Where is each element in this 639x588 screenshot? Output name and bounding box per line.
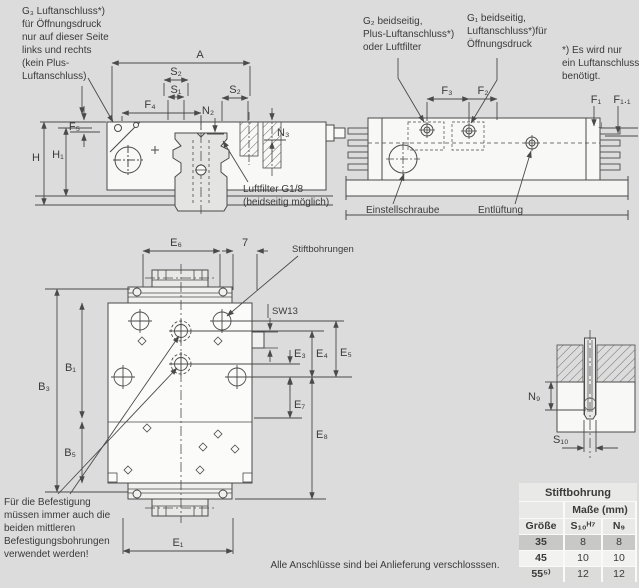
note-line: Öffnungsdruck xyxy=(467,39,532,50)
note-line: Einstellschraube xyxy=(366,205,440,216)
dim-label-e1: E₁ xyxy=(172,537,184,549)
plan-view-drawing xyxy=(108,264,278,523)
dim-label-a: A xyxy=(196,49,204,61)
table-title: Stiftbohrung xyxy=(519,483,637,501)
note-befestigung xyxy=(4,496,110,561)
dim-label-f1-1: F₁.₁ xyxy=(613,94,631,106)
table-cell-s10: 10 xyxy=(565,551,601,566)
note-line: müssen immer auch die xyxy=(4,510,111,521)
dim-label-h: H xyxy=(32,152,40,164)
dim-label-sw13: SW13 xyxy=(272,306,298,317)
dim-label-s2b: S₂ xyxy=(229,84,241,96)
dim-label-n9: N₉ xyxy=(528,391,541,403)
note-line: links und rechts xyxy=(22,45,92,56)
note-delivery: Alle Anschlüsse sind bei Anlieferung verschlosssen. xyxy=(270,560,500,571)
label-entlueftung xyxy=(478,204,523,217)
label-stiftbohrungen: Stiftbohrungen xyxy=(292,244,354,255)
dim-label-e6: E₆ xyxy=(170,237,182,249)
table-row xyxy=(519,551,637,566)
label-einstellschraube xyxy=(366,204,439,217)
note-line: Luftfilter G1/8 xyxy=(243,184,304,195)
note-line: oder Luftfilter xyxy=(363,42,422,53)
table-col-s10: S₁₀ᴴ⁷ xyxy=(565,519,601,534)
note-line: Luftanschluss*)für xyxy=(467,26,548,37)
note-line: benötigt. xyxy=(562,71,601,82)
note-line: verwendet werden! xyxy=(4,549,89,560)
table-row xyxy=(519,567,637,582)
table-subtitle: Maße (mm) xyxy=(565,502,635,518)
dim-label-h1: H₁ xyxy=(52,149,64,161)
note-line: für Öffnungsdruck xyxy=(22,19,102,30)
dim-label-b1: B₁ xyxy=(64,362,76,374)
note-line: (kein Plus- xyxy=(22,58,70,69)
table-col-groesse: Größe xyxy=(519,519,563,534)
note-line: G₂ beidseitig, xyxy=(363,16,423,27)
dim-label-e4: E₄ xyxy=(316,348,328,360)
dim-label-f3: F₃ xyxy=(441,85,453,97)
note-line: ein Luftanschluss xyxy=(562,58,639,69)
dim-label-f2: F₂ xyxy=(477,85,489,97)
note-line: *) Es wird nur xyxy=(562,45,623,56)
dim-label-f1: F₁ xyxy=(590,94,602,106)
dim-label-b5: B₅ xyxy=(64,447,76,459)
note-luftfilter xyxy=(243,183,329,209)
note-line: G₃ Luftanschluss*) xyxy=(22,6,105,17)
dim-label-f4: F₄ xyxy=(144,99,156,111)
note-g1-air-connection xyxy=(467,12,547,51)
dim-label-n2: N₂ xyxy=(201,105,215,117)
dim-label-b3: B₃ xyxy=(38,381,50,393)
dim-label-e7: E₇ xyxy=(294,399,306,411)
stiftbohrung-table xyxy=(519,483,637,582)
table-blank-cell xyxy=(519,502,563,518)
dim-label-s1: S₁ xyxy=(170,84,182,96)
table-cell-s10: 8 xyxy=(565,535,601,550)
note-g3-air-connection xyxy=(22,5,109,83)
note-footnote-star xyxy=(562,44,639,83)
note-g2-air-connection xyxy=(363,15,454,54)
dim-label-7: 7 xyxy=(241,237,249,249)
table-row xyxy=(519,535,637,550)
table-cell-size: 55⁵⁾ xyxy=(519,567,563,582)
note-line: Befestigungsbohrungen xyxy=(4,536,110,547)
table-cell-n9: 12 xyxy=(603,567,635,582)
dim-label-e5: E₅ xyxy=(340,347,352,359)
perpendicularity-symbol: ⊥ xyxy=(598,121,605,130)
dim-label-e8: E₈ xyxy=(316,429,328,441)
table-cell-size: 45 xyxy=(519,551,563,566)
table-col-n9: N₉ xyxy=(603,519,635,534)
note-line: Plus-Luftanschluss*) xyxy=(363,29,455,40)
table-cell-n9: 8 xyxy=(603,535,635,550)
dim-label-f5: F₅ xyxy=(68,121,80,133)
note-line: Entlüftung xyxy=(478,205,524,216)
note-line: (beidseitig möglich) xyxy=(243,197,330,208)
table-cell-n9: 10 xyxy=(603,551,635,566)
note-line: Für die Befestigung xyxy=(4,497,91,508)
note-line: nur auf dieser Seite xyxy=(22,32,109,43)
note-line: beiden mittleren xyxy=(4,523,76,534)
dim-label-e3: E₃ xyxy=(294,348,306,360)
table-cell-size: 35 xyxy=(519,535,563,550)
dim-label-n3: N₃ xyxy=(277,127,290,139)
note-line: G₁ beidseitig, xyxy=(467,13,526,24)
note-line: Luftanschluss) xyxy=(22,71,87,82)
table-cell-s10: 12 xyxy=(565,567,601,582)
dim-label-s10: S₁₀ xyxy=(553,434,569,446)
dim-label-s2: S₂ xyxy=(170,66,182,78)
